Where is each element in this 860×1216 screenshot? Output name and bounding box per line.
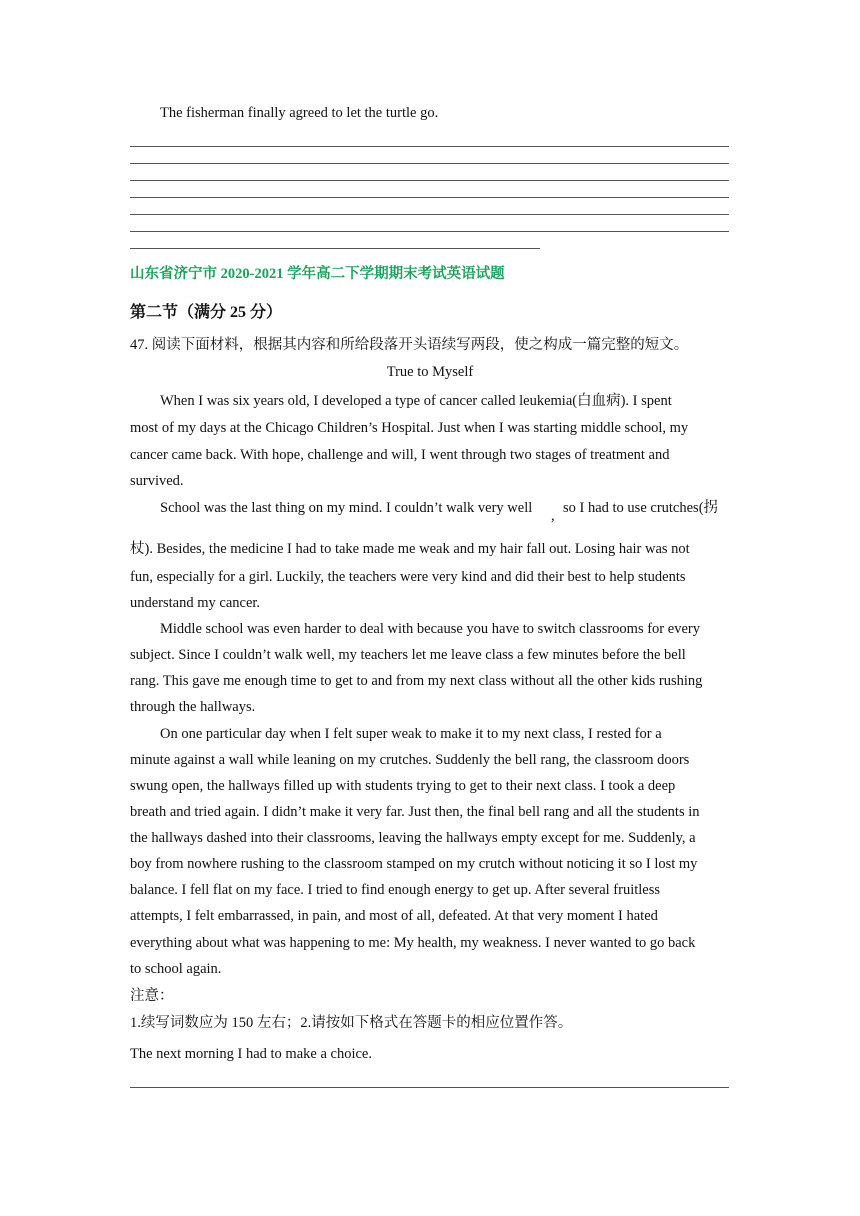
passage-line: When I was six years old, I developed a type of cancer called leukemia(白血病). I spent (160, 393, 672, 409)
answer-line (130, 248, 540, 249)
passage-line: through the hallways. (130, 699, 256, 715)
answer-line (130, 231, 729, 232)
section-heading: 第二节（满分 25 分） (130, 304, 283, 321)
answer-line (130, 1087, 729, 1088)
passage-line: understand my cancer. (130, 595, 261, 611)
passage-line: boy from nowhere rushing to the classroom stamped on my crutch without noticing it so I lost my (130, 856, 698, 872)
passage-line: attempts, I felt embarrassed, in pain, and most of all, defeated. At that very moment I hated (130, 908, 658, 924)
passage-line: Middle school was even harder to deal with because you have to switch classrooms for every (160, 621, 700, 637)
passage-line: rang. This gave me enough time to get to and from my next class without all the other kids rushing (130, 673, 703, 689)
answer-line (130, 197, 729, 198)
prev-opening-sentence: The fisherman finally agreed to let the turtle go. (160, 105, 439, 121)
passage-line: minute against a wall while leaning on my crutches. Suddenly the bell rang, the classroom doors (130, 752, 690, 768)
answer-line (130, 163, 729, 164)
passage-line: cancer came back. With hope, challenge and will, I went through two stages of treatment and (130, 447, 670, 463)
answer-line (130, 146, 729, 147)
passage-line: balance. I fell flat on my face. I tried to find enough energy to get up. After several fruitless (130, 882, 661, 898)
passage-line: so I had to use crutches(拐 (563, 500, 719, 516)
passage-line: survived. (130, 473, 184, 489)
continuation-opening: The next morning I had to make a choice. (130, 1046, 372, 1062)
passage-line: School was the last thing on my mind. I couldn’t walk very well (160, 500, 533, 516)
answer-line (130, 214, 729, 215)
note-label: 注意： (130, 988, 174, 1004)
source-title: 山东省济宁市 2020-2021 学年高二下学期期末考试英语试题 (130, 266, 505, 282)
passage-line: swung open, the hallways filled up with students trying to get to their next class. I took a deep (130, 778, 676, 794)
passage-line: subject. Since I couldn’t walk well, my teachers let me leave class a few minutes before the bell (130, 647, 686, 663)
passage-line: 杖). Besides, the medicine I had to take made me weak and my hair fall out. Losing hair was not (130, 541, 690, 557)
passage-comma: , (551, 508, 555, 524)
passage-line: the hallways dashed into their classrooms, leaving the hallways empty except for me. Suddenly, a (130, 830, 696, 846)
passage-line: breath and tried again. I didn’t make it very far. Just then, the final bell rang and all the students in (130, 804, 700, 820)
passage-line: most of my days at the Chicago Children’s Hospital. Just when I was starting middle school, my (130, 420, 689, 436)
note-text: 1.续写词数应为 150 左右；2.请按如下格式在答题卡的相应位置作答。 (130, 1015, 573, 1031)
passage-line: On one particular day when I felt super weak to make it to my next class, I rested for a (160, 726, 662, 742)
passage-line: to school again. (130, 961, 222, 977)
question-instruction: 47. 阅读下面材料，根据其内容和所给段落开头语续写两段，使之构成一篇完整的短文。 (130, 337, 689, 353)
passage-line: everything about what was happening to me: My health, my weakness. I never wanted to go back (130, 935, 696, 951)
passage-title: True to Myself (386, 364, 474, 380)
answer-line (130, 180, 729, 181)
passage-line: fun, especially for a girl. Luckily, the teachers were very kind and did their best to help students (130, 569, 686, 585)
